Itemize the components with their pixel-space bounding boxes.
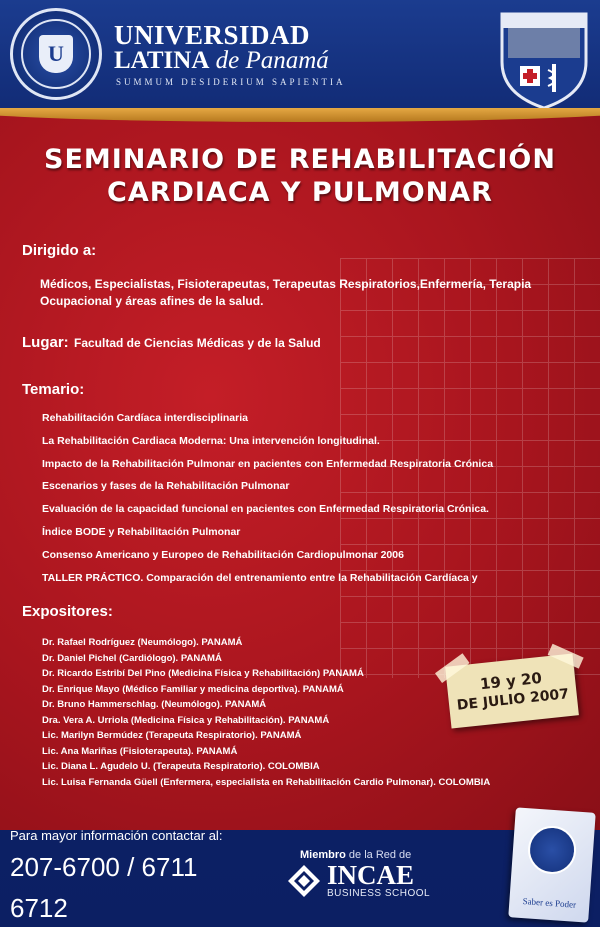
book-slogan: Saber es Poder — [522, 896, 577, 910]
topic-item: Rehabilitación Cardíaca interdisciplinaria — [42, 412, 248, 424]
topics-label: Temario: — [22, 381, 85, 398]
topic-item: TALLER PRÁCTICO. Comparación del entrenamiento entre la Rehabilitación Cardíaca y — [42, 571, 478, 584]
faculty-crest-icon — [498, 6, 590, 110]
university-name-line2: LATINA de Panamá — [114, 47, 329, 74]
contact-label: Para mayor información contactar al: — [10, 828, 223, 843]
book-seal-icon — [526, 824, 577, 875]
book-graphic — [508, 807, 595, 922]
date-note — [445, 653, 579, 728]
topic-item: Escenarios y fases de la Rehabilitación Pulmonar — [42, 480, 290, 493]
date-month-year: DE JULIO 2007 — [456, 686, 570, 714]
topic-item: La Rehabilitación Cardiaca Moderna: Una intervención longitudinal. — [42, 434, 380, 447]
speaker-item: Lic. Luisa Fernanda Güell (Enfermera, especialista en Rehabilitación Cardio Pulmonar). COLOMBIA — [42, 776, 491, 788]
speaker-item: Dra. Vera A. Urriola (Medicina Física y Rehabilitación). PANAMÁ — [42, 714, 330, 726]
header — [0, 0, 600, 120]
seminar-title-line1: SEMINARIO DE REHABILITACIÓN — [44, 144, 556, 175]
topic-item: Impacto de la Rehabilitación Pulmonar en pacientes con Enfermedad Respiratoria Crónica — [42, 457, 494, 470]
speaker-item: Lic. Diana L. Agudelo U. (Terapeuta Respiratorio). COLOMBIA — [42, 761, 320, 772]
audience-text: Médicos, Especialistas, Fisioterapeutas, Terapeutas Respiratorios,Enfermería, Terapia Ocupacional y áreas afines de la salud. — [40, 277, 532, 308]
incae-subtitle: BUSINESS SCHOOL — [327, 888, 431, 899]
speaker-item: Dr. Bruno Hammerschlag. (Neumólogo). PANAMÁ — [42, 699, 267, 710]
speaker-item: Dr. Rafael Rodríguez (Neumólogo). PANAMÁ — [42, 637, 243, 648]
date-days: 19 y 20 — [479, 668, 543, 694]
speaker-item: Dr. Enrique Mayo (Médico Familiar y medicina deportiva). PANAMÁ — [42, 683, 344, 695]
seminar-title-line2: CARDIACA Y PULMONAR — [107, 177, 493, 208]
phone-numbers-line1: 207-6700 / 6711 — [10, 852, 198, 882]
incae-name: INCAE — [327, 860, 415, 890]
venue-text: Facultad de Ciencias Médicas y de la Salud — [74, 336, 321, 350]
university-motto: SUMMUM DESIDERIUM SAPIENTIA — [116, 77, 346, 87]
speaker-item: Dr. Ricardo Estribí Del Pino (Medicina Física y Rehabilitación) PANAMÁ — [42, 668, 364, 679]
topics-list — [42, 411, 493, 593]
phone-numbers-line2: 6712 — [10, 893, 68, 923]
venue-label: Lugar: — [22, 334, 69, 351]
speakers-label: Expositores: — [22, 603, 113, 620]
incae-logo — [287, 862, 430, 899]
network-member-text: Miembro de la Red de — [300, 849, 412, 861]
incae-mark-icon — [287, 864, 321, 898]
topic-item: Evaluación de la capacidad funcional en pacientes con Enfermedad Respiratoria Crónica. — [42, 503, 489, 516]
audience-label: Dirigido a: — [22, 242, 97, 259]
university-seal-icon: U — [10, 8, 102, 100]
topic-item: Consenso Americano y Europeo de Rehabilitación Cardiopulmonar 2006 — [42, 548, 404, 561]
speaker-item: Lic. Marilyn Bermúdez (Terapeuta Respiratorio). PANAMÁ — [42, 730, 302, 741]
university-name-line1: UNIVERSIDAD — [114, 20, 311, 50]
speaker-item: Lic. Ana Mariñas (Fisioterapeuta). PANAMÁ — [42, 745, 238, 757]
speaker-item: Dr. Daniel Pichel (Cardiólogo). PANAMÁ — [42, 652, 222, 664]
speakers-list — [42, 636, 490, 791]
topic-item: Índice BODE y Rehabilitación Pulmonar — [42, 525, 241, 538]
university-name — [114, 22, 329, 74]
